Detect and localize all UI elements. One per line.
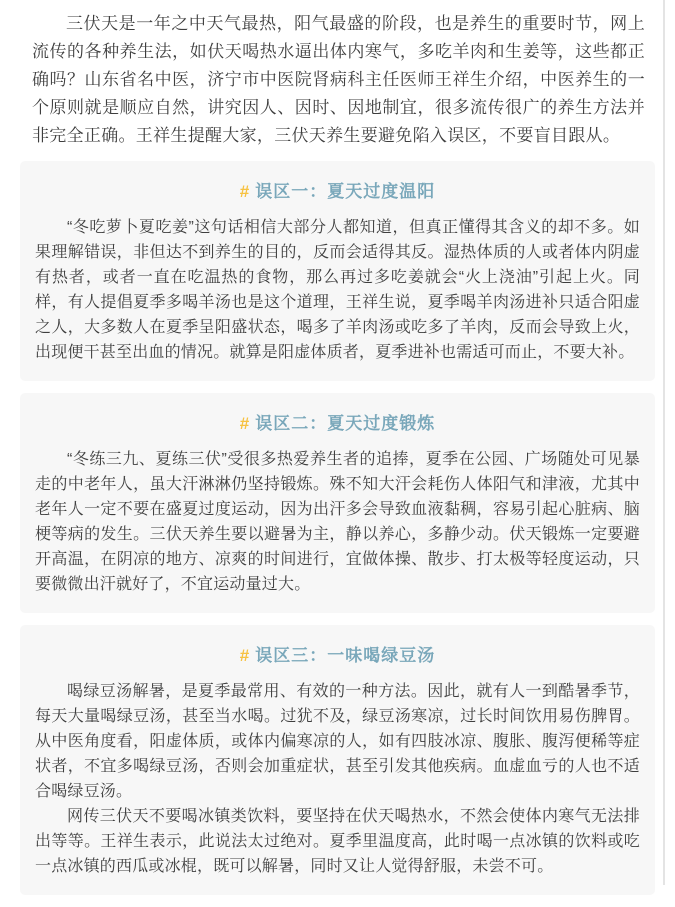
section-paragraph: “冬吃萝卜夏吃姜”这句话相信大部分人都知道，但真正懂得其含义的却不多。如果理解错误，非但达不到养生的目的，反而会适得其反。湿热体质的人或者体内阴虚有热者，或者一直在吃温热的食物，那么再过多吃姜就会“火上浇油”引起上火。同样，有人提倡夏季多喝羊汤也是这个道理，王祥生说，夏季喝羊肉汤进补只适合阳虚之人，大多数人在夏季呈阳盛状态，喝多了羊肉汤或吃多了羊肉，反而会导致上火，出现便干甚至出血的情况。就算是阳虚体质者，夏季进补也需适可而止，不要大补。 [35,219,640,361]
section-card-misconception-1 [20,161,655,381]
section-heading [35,413,640,435]
section-card-misconception-3 [20,625,655,895]
section-title: 误区一：夏天过度温阳 [255,182,436,201]
section-heading [35,181,640,203]
section-paragraph: “冬练三九、夏练三伏”受很多热爱养生者的追捧，夏季在公园、广场随处可见暴走的中老年人，虽大汗淋淋仍坚持锻炼。殊不知大汗会耗伤人体阳气和津液，尤其中老年人一定不要在盛夏过度运动，因为出汗多会导致血液黏稠，容易引起心脏病、脑梗等病的发生。三伏天养生要以避暑为主，静以养心，多静少动。伏天锻炼一定要避开高温，在阴凉的地方、凉爽的时间进行，宜做体操、散步、打太极等轻度运动，只要微微出汗就好了，不宜运动量过大。 [35,451,640,593]
section-title: 误区三：一味喝绿豆汤 [255,646,436,665]
section-title: 误区二：夏天过度锻炼 [255,414,436,433]
hash-marker: # [239,182,250,201]
hash-marker: # [239,646,250,665]
section-paragraph: 喝绿豆汤解暑，是夏季最常用、有效的一种方法。因此，就有人一到酷暑季节，每天大量喝绿豆汤，甚至当水喝。过犹不及，绿豆汤寒凉，过长时间饮用易伤脾胃。从中医角度看，阳虚体质，或体内偏寒凉的人，如有四肢冰凉、腹胀、腹泻便稀等症状者，不宜多喝绿豆汤，否则会加重症状，甚至引发其他疾病。血虚血亏的人也不适合喝绿豆汤。 [35,683,640,800]
section-card-misconception-2 [20,393,655,613]
section-heading [35,645,640,667]
hash-marker: # [239,414,250,433]
scrollbar[interactable] [663,0,665,885]
intro-paragraph: 三伏天是一年之中天气最热，阳气最盛的阶段，也是养生的重要时节，网上流传的各种养生法，如伏天喝热水逼出体内寒气，多吃羊肉和生姜等，这些都正确吗？山东省名中医，济宁市中医院肾病科主任医师王祥生介绍，中医养生的一个原则就是顺应自然，讲究因人、因时、因地制宜，很多流传很广的养生方法并非完全正确。王祥生提醒大家，三伏天养生要避免陷入误区，不要盲目跟从。 [32,14,645,145]
section-paragraph: 网传三伏天不要喝冰镇类饮料，要坚持在伏天喝热水，不然会使体内寒气无法排出等等。王祥生表示，此说法太过绝对。夏季里温度高，此时喝一点冰镇的饮料或吃一点冰镇的西瓜或冰棍，既可以解暑，同时又让人觉得舒服，未尝不可。 [35,808,640,875]
